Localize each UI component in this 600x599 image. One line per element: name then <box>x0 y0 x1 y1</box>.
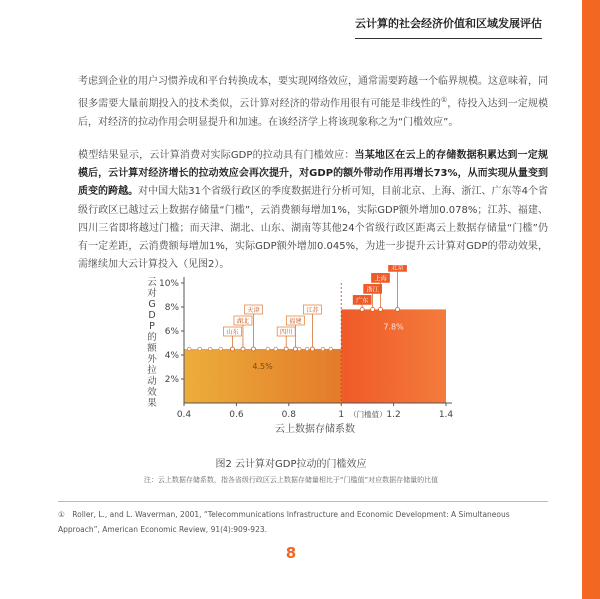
data-point <box>219 347 223 351</box>
paragraph-2-text-b: 对中国大陆31个省级行政区的季度数据进行分析可知，目前北京、上海、浙江、广东等4个省级行政区已越过云上数据存储量“门槛”，云消费额每增加1%，实际GDP额外增加0.078%；江苏、福建、四川三省即将越过门槛；而天津、湖北、山东、湖南等其他24个省级行政区距离云上数据存储量“门槛”仍有一定差距，云消费额每增加1%，实际GDP额外增加0.045%，为进一步提升云计算对GDP的带动效果，需继续加大云计算投入（见图2）。 <box>78 186 548 271</box>
province-name: 山东 <box>226 329 239 336</box>
y-tick-label: 6% <box>164 327 179 337</box>
regime-bar <box>184 349 341 403</box>
province-name: 四川 <box>279 329 293 336</box>
y-axis-title-char: D <box>148 310 156 321</box>
threshold-chart-svg <box>0 265 600 455</box>
header-title: 云计算的社会经济价值和区域发展评估 <box>355 17 542 30</box>
data-point <box>305 347 309 351</box>
province-marker <box>251 347 255 351</box>
province-name: 浙江 <box>366 286 379 294</box>
y-axis-title-char: 外 <box>147 354 157 365</box>
threshold-label: （门槛值） <box>349 410 387 419</box>
threshold-chart <box>0 265 600 455</box>
province-marker <box>284 347 288 351</box>
x-axis-title: 云上数据存储系数 <box>275 424 355 435</box>
x-tick-label: 0.6 <box>229 410 244 420</box>
page-number: 8 <box>285 544 297 562</box>
province-name: 广东 <box>355 297 369 305</box>
paragraph-1-text-b: ，待投入达到一定规模后，对经济的拉动作用会明显提升和加速。在该经济学上将该现象称之为“门槛效应”。 <box>78 98 549 128</box>
y-tick-label: 10% <box>158 279 179 289</box>
paragraph-1 <box>58 73 548 132</box>
footnote-rule <box>58 501 548 502</box>
paragraph-2-bold: 当某地区在云上的存储数据积累达到一定规模后，云计算对经济增长的拉动效应会再次提升，对GDP的额外带动作用再增长73%，从而实现从量变到质变的跨越。 <box>78 150 548 198</box>
y-axis-title-char: 果 <box>147 398 157 409</box>
data-point <box>187 347 191 351</box>
data-point <box>297 347 301 351</box>
page-header <box>0 0 582 44</box>
province-marker <box>293 347 297 351</box>
province-name: 福建 <box>289 318 302 325</box>
regime-value-label: 4.5% <box>252 362 273 371</box>
x-tick-label: 1 <box>338 410 345 420</box>
province-name: 天津 <box>247 307 260 314</box>
figure-caption: 图2 云计算对GDP拉动的门槛效应 <box>215 459 367 470</box>
province-name: 湖北 <box>236 318 250 325</box>
y-axis-title-char: G <box>148 299 156 310</box>
paragraph-1-text-a: 考虑到企业的用户习惯养成和平台转换成本，要实现网络效应，通常需要跨越一个临界规模。这意味着，同很多需要大量前期投入的技术类似，云计算对经济的带动作用很有可能是非线性的 <box>78 76 548 110</box>
y-axis-title-char: 额 <box>147 343 157 354</box>
province-marker <box>371 307 375 311</box>
footnote <box>58 507 548 537</box>
province-marker <box>241 347 245 351</box>
province-marker <box>396 307 400 311</box>
footnote-marker: ① <box>58 510 65 519</box>
data-point <box>198 347 202 351</box>
y-axis-title-char: 云 <box>147 277 157 288</box>
regime-value-label: 7.8% <box>383 322 404 332</box>
x-tick-label: 0.8 <box>281 410 296 420</box>
data-point <box>266 347 270 351</box>
province-name: 北京 <box>391 265 404 272</box>
y-axis-title-char: 效 <box>147 387 157 398</box>
province-marker <box>379 307 383 311</box>
y-tick-label: 2% <box>164 375 179 385</box>
y-axis-title-char: 对 <box>147 288 157 299</box>
paragraph-2-text-a: 模型结果显示，云计算消费对实际GDP的拉动具有门槛效应： <box>78 150 355 161</box>
y-tick-label: 8% <box>164 303 179 313</box>
x-tick-label: 1.4 <box>438 410 454 420</box>
header-rule <box>355 38 542 39</box>
province-marker <box>230 347 234 351</box>
province-marker <box>360 307 364 311</box>
y-axis-title-char: 的 <box>147 332 157 343</box>
province-name: 上海 <box>374 275 387 283</box>
footnote-text: Roller, L., and L. Waverman, 2001, “Telecommunications Infrastructure and Economic Development: A Simultaneous Approach”, American Economic Review, 91(4):909-923. <box>58 510 510 534</box>
province-name: 江苏 <box>306 307 319 314</box>
x-tick-label: 1.2 <box>386 410 401 420</box>
data-point <box>329 347 333 351</box>
y-axis-title-char: 动 <box>147 376 157 387</box>
x-tick-label: 0.4 <box>176 410 192 420</box>
paragraph-2 <box>58 147 548 274</box>
figure-note: 注：云上数据存储系数，指各省级行政区云上数据存储量相比于“门槛值”对应数据存储量的比值 <box>143 476 439 484</box>
data-point <box>274 347 278 351</box>
province-marker <box>310 347 314 351</box>
data-point <box>208 347 212 351</box>
y-tick-label: 4% <box>164 351 179 361</box>
y-axis-title-char: P <box>149 321 155 332</box>
y-axis-title-char: 拉 <box>147 365 157 376</box>
data-point <box>321 347 325 351</box>
footnote-reference[interactable]: ① <box>440 96 448 105</box>
